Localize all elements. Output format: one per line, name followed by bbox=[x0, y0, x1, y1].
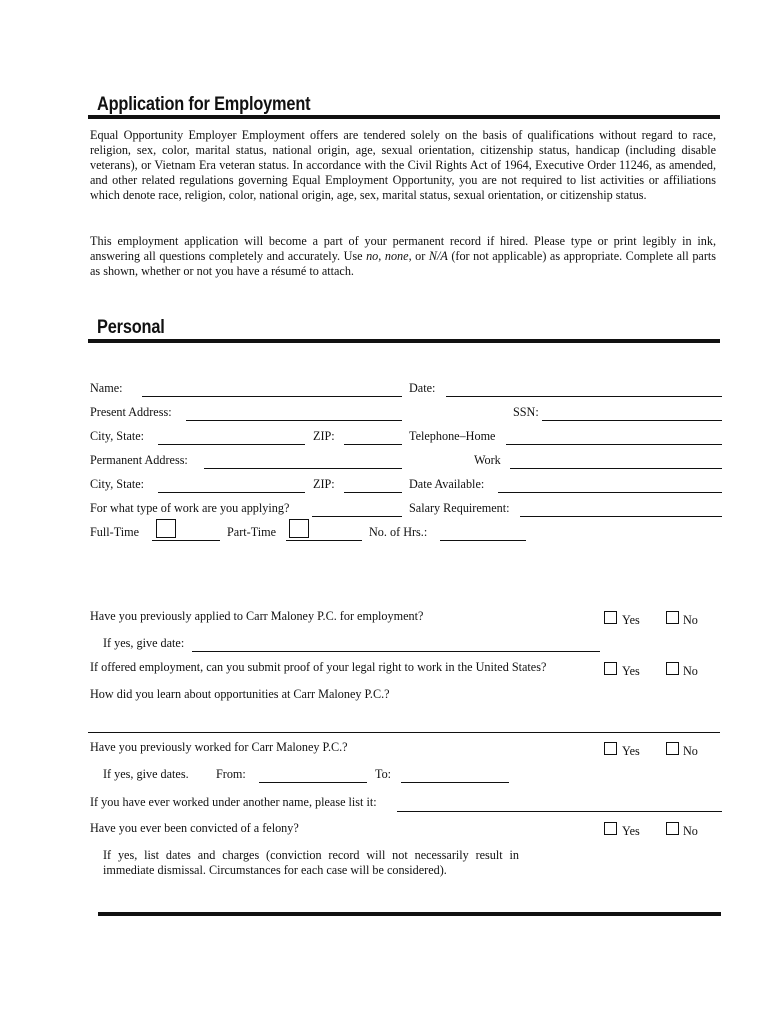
present-address-field[interactable] bbox=[186, 420, 402, 421]
applied-question: Have you previously applied to Carr Maloney P.C. for employment? bbox=[90, 609, 424, 623]
felony-detail: If yes, list dates and charges (conviction record will not necessarily result in immediate dismissal. Circumstances for each case will be considered). bbox=[103, 848, 519, 877]
full-time-field[interactable] bbox=[152, 540, 220, 541]
instructions-none: none bbox=[384, 249, 409, 263]
work-phone-label: Work bbox=[474, 453, 501, 467]
section-divider bbox=[88, 732, 720, 733]
city-state-field-1[interactable] bbox=[158, 444, 305, 445]
applied-date-label: If yes, give date: bbox=[103, 636, 185, 650]
felony-yes-checkbox[interactable] bbox=[604, 822, 617, 835]
salary-label: Salary Requirement: bbox=[409, 501, 510, 515]
instructions-sep-1: , bbox=[378, 249, 385, 263]
ssn-label: SSN: bbox=[513, 405, 539, 419]
ssn-field[interactable] bbox=[542, 420, 722, 421]
worked-yes-checkbox[interactable] bbox=[604, 742, 617, 755]
full-time-checkbox[interactable] bbox=[156, 519, 176, 538]
felony-question: Have you ever been convicted of a felony? bbox=[90, 821, 299, 835]
date-available-field[interactable] bbox=[498, 492, 722, 493]
telephone-home-field[interactable] bbox=[506, 444, 722, 445]
hours-field[interactable] bbox=[440, 540, 526, 541]
instructions-sep-2: , or bbox=[408, 249, 429, 263]
to-field[interactable] bbox=[401, 782, 509, 783]
felony-yes-label: Yes bbox=[622, 824, 640, 838]
instructions bbox=[90, 234, 716, 279]
salary-field[interactable] bbox=[520, 516, 722, 517]
to-label: To: bbox=[375, 767, 392, 781]
legal-right-question: If offered employment, can you submit proof of your legal right to work in the United States? bbox=[90, 660, 547, 674]
learn-question: How did you learn about opportunities at Carr Maloney P.C.? bbox=[90, 687, 390, 701]
telephone-home-label: Telephone–Home bbox=[409, 429, 496, 443]
legal-right-yes-label: Yes bbox=[622, 664, 640, 678]
bottom-rule bbox=[98, 912, 721, 916]
applied-no-label: No bbox=[683, 613, 698, 627]
other-name-question: If you have ever worked under another name, please list it: bbox=[90, 795, 377, 809]
name-field[interactable] bbox=[142, 396, 402, 397]
part-time-label: Part-Time bbox=[227, 525, 276, 539]
city-state-label-1: City, State: bbox=[90, 429, 145, 443]
full-time-label: Full-Time bbox=[90, 525, 139, 539]
work-type-label: For what type of work are you applying? bbox=[90, 501, 290, 515]
part-time-field[interactable] bbox=[286, 540, 362, 541]
worked-no-checkbox[interactable] bbox=[666, 742, 679, 755]
legal-right-no-checkbox[interactable] bbox=[666, 662, 679, 675]
section-title-personal: Personal bbox=[97, 317, 165, 338]
city-state-field-2[interactable] bbox=[158, 492, 305, 493]
page-title: Application for Employment bbox=[97, 94, 311, 115]
zip-label-2: ZIP: bbox=[313, 477, 335, 491]
instructions-no: no bbox=[366, 249, 379, 263]
zip-field-2[interactable] bbox=[344, 492, 402, 493]
name-label: Name: bbox=[90, 381, 123, 395]
from-field[interactable] bbox=[259, 782, 367, 783]
worked-no-label: No bbox=[683, 744, 698, 758]
personal-rule bbox=[88, 339, 720, 343]
felony-no-checkbox[interactable] bbox=[666, 822, 679, 835]
part-time-checkbox[interactable] bbox=[289, 519, 309, 538]
from-label: From: bbox=[216, 767, 246, 781]
date-field[interactable] bbox=[446, 396, 722, 397]
applied-no-checkbox[interactable] bbox=[666, 611, 679, 624]
legal-right-yes-checkbox[interactable] bbox=[604, 662, 617, 675]
date-available-label: Date Available: bbox=[409, 477, 485, 491]
city-state-label-2: City, State: bbox=[90, 477, 145, 491]
hours-label: No. of Hrs.: bbox=[369, 525, 428, 539]
applied-yes-checkbox[interactable] bbox=[604, 611, 617, 624]
work-type-field[interactable] bbox=[312, 516, 402, 517]
permanent-address-label: Permanent Address: bbox=[90, 453, 188, 467]
instructions-na: N/A bbox=[428, 249, 448, 263]
worked-question: Have you previously worked for Carr Maloney P.C.? bbox=[90, 740, 348, 754]
legal-right-no-label: No bbox=[683, 664, 698, 678]
felony-no-label: No bbox=[683, 824, 698, 838]
applied-yes-label: Yes bbox=[622, 613, 640, 627]
title-rule bbox=[88, 115, 720, 119]
applied-date-field[interactable] bbox=[192, 651, 600, 652]
worked-dates-label: If yes, give dates. bbox=[103, 767, 189, 781]
zip-label-1: ZIP: bbox=[313, 429, 335, 443]
zip-field-1[interactable] bbox=[344, 444, 402, 445]
date-label: Date: bbox=[409, 381, 436, 395]
permanent-address-field[interactable] bbox=[204, 468, 402, 469]
eeo-statement: Equal Opportunity Employer Employment offers are tendered solely on the basis of qualifications without regard to race, religion, sex, color, marital status, national origin, age, sexual orientation, citizenship status, handicap (including disable veterans), or Vietnam Era veteran status. In accordance with the Civil Rights Act of 1964, Executive Order 11246, as amended, and other related regulations governing Equal Employment Opportunity, you are not required to list activities or affiliations which denote race, religion, color, national origin, age, sex, marital status, sexual orientation, or citizenship status. bbox=[90, 128, 716, 202]
present-address-label: Present Address: bbox=[90, 405, 172, 419]
work-phone-field[interactable] bbox=[510, 468, 722, 469]
instructions-text-1: This employment application will become a part of your permanent record if hired. Please type or print legibly in ink, answering all questions completely and accurately. Use bbox=[90, 234, 716, 263]
worked-yes-label: Yes bbox=[622, 744, 640, 758]
instructions-text-2: (for not applicable) as appropriate. Complete all parts as shown, whether or not you have a résumé to attach. bbox=[90, 249, 717, 278]
other-name-field[interactable] bbox=[397, 811, 722, 812]
